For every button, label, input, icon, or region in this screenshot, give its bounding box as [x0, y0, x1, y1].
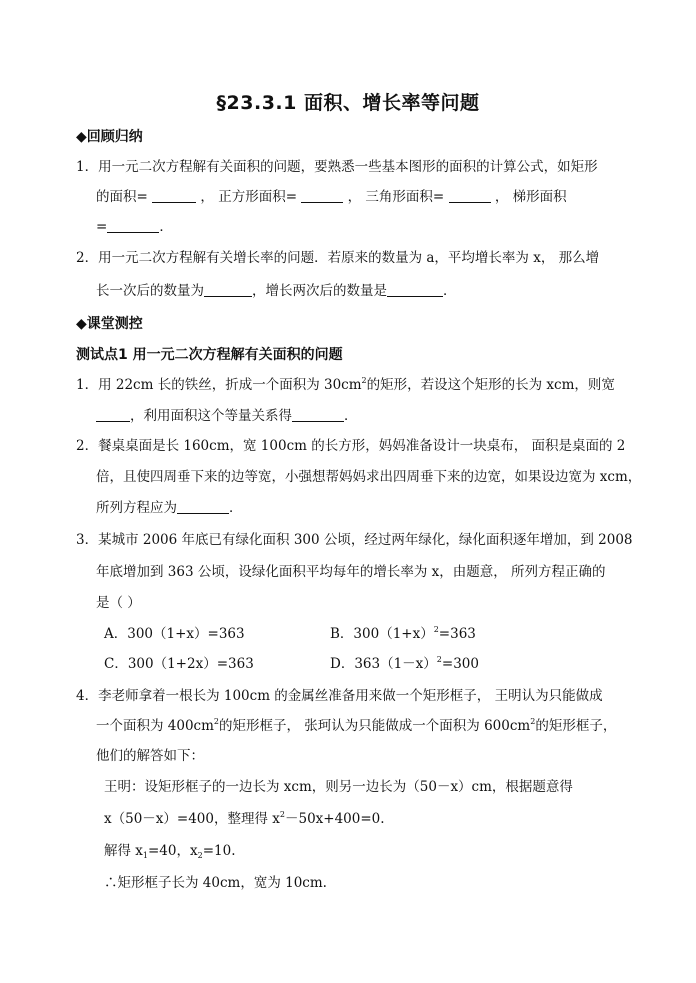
q4-text: －50x+400=0.: [284, 811, 385, 827]
superscript: 2: [433, 625, 439, 634]
review-q1-text: 的面积=: [96, 189, 148, 205]
q2-line2: 倍，且使四周垂下来的边等宽，小强想帮妈妈求出四周垂下来的边宽，如果设边宽为 xcm，: [96, 469, 642, 485]
review-q2-text: ，增长两次后的数量是: [252, 283, 387, 299]
q3-option-c: C．300（1+2x）=363: [104, 656, 254, 672]
answer-blank: [152, 188, 196, 203]
review-q2-line2: [96, 281, 457, 301]
q3-option-b: [330, 624, 476, 644]
q1-line2: [96, 406, 358, 426]
review-q1-line2: [96, 187, 567, 207]
q2-text: ．: [229, 500, 243, 516]
q4-text: x（50－x）=400，整理得 x: [104, 811, 280, 827]
superscript: 2: [213, 717, 220, 726]
q3-line1: 3．某城市 2006 年底已有绿化面积 300 公顷，经过两年绿化，绿化面积逐年增加，到 2008: [76, 532, 633, 548]
q4-text: 的矩形框子，: [535, 718, 617, 734]
answer-blank: [387, 282, 443, 297]
answer-blank: [107, 218, 159, 233]
q2-text: 所列方程应为: [96, 500, 177, 516]
q1-line1: [76, 375, 615, 395]
superscript: 2: [530, 717, 536, 726]
q4-line6: [104, 841, 235, 861]
review-q1-text: ， 梯形面积: [494, 189, 567, 205]
option-text: =363: [438, 626, 476, 642]
section-test-heading: ◆课堂测控: [76, 316, 143, 332]
option-text: B．300（1+x）: [330, 626, 434, 642]
q4-text: 一个面积为 400cm: [96, 718, 214, 734]
review-q1-text: ， 正方形面积=: [200, 189, 298, 205]
q4-line3: 他们的解答如下：: [96, 748, 204, 764]
q4-line1: 4．李老师拿着一根长为 100cm 的金属丝准备用来做一个矩形框子， 王明认为只能做成: [76, 688, 603, 704]
q1-text: ，利用面积这个等量关系得: [130, 408, 292, 424]
answer-blank: [96, 407, 130, 422]
q4-text: =10.: [202, 843, 236, 859]
q1-text: 的矩形，若设这个矩形的长为 xcm，则宽: [366, 377, 615, 393]
answer-blank: [449, 188, 491, 203]
test-point-heading: 测试点1 用一元二次方程解有关面积的问题: [76, 347, 343, 363]
q1-text: ．: [344, 408, 358, 424]
q4-line4: 王明：设矩形框子的一边长为 xcm，则另一边长为（50－x）cm，根据题意得: [104, 779, 573, 795]
option-text: =300: [441, 656, 479, 672]
q4-text: =40，x: [148, 843, 198, 859]
q4-text: 解得 x: [104, 843, 143, 859]
q4-line2: [96, 716, 616, 736]
review-q2-text: ．: [443, 283, 457, 299]
review-q1-text: ．: [159, 219, 173, 235]
subscript: 2: [197, 851, 203, 860]
review-q1-text: ， 三角形面积=: [347, 189, 445, 205]
page-title: §23.3.1 面积、增长率等问题: [216, 92, 480, 114]
q4-line7: ∴矩形框子长为 40cm，宽为 10cm.: [104, 875, 327, 891]
q3-line3: 是（ ）: [96, 595, 141, 611]
superscript: 2: [436, 655, 442, 664]
q3-line2: 年底增加到 363 公顷，设绿化面积平均每年的增长率为 x，由题意， 所列方程正确的: [96, 564, 606, 580]
answer-blank: [177, 499, 229, 514]
q3-option-d: [330, 654, 479, 674]
option-text: D．363（1－x）: [330, 656, 437, 672]
q3-option-a: A．300（1+x）=363: [104, 626, 245, 642]
review-q1-line3: [96, 217, 173, 237]
review-q1-text: =: [96, 219, 108, 235]
q1-text: 1．用 22cm 长的铁丝，折成一个面积为 30cm: [76, 377, 362, 393]
q4-line5: [104, 809, 385, 829]
answer-blank: [204, 282, 252, 297]
section-review-heading: ◆回顾归纳: [76, 129, 143, 145]
subscript: 1: [142, 851, 148, 860]
superscript: 2: [279, 810, 285, 819]
q2-line3: [96, 498, 243, 518]
review-q2-text: 长一次后的数量为: [96, 283, 204, 299]
superscript: 2: [361, 376, 367, 385]
review-q1-line1: 1．用一元二次方程解有关面积的问题，要熟悉一些基本图形的面积的计算公式，如矩形: [76, 159, 598, 175]
q4-text: 的矩形框子， 张珂认为只能做成一个面积为 600cm: [219, 718, 531, 734]
review-q2-line1: 2．用一元二次方程解有关增长率的问题．若原来的数量为 a，平均增长率为 x， 那么增: [76, 250, 600, 266]
answer-blank: [292, 407, 344, 422]
answer-blank: [301, 188, 343, 203]
q2-line1: 2．餐桌桌面是长 160cm，宽 100cm 的长方形，妈妈准备设计一块桌布， 面积是桌面的 2: [76, 438, 626, 454]
